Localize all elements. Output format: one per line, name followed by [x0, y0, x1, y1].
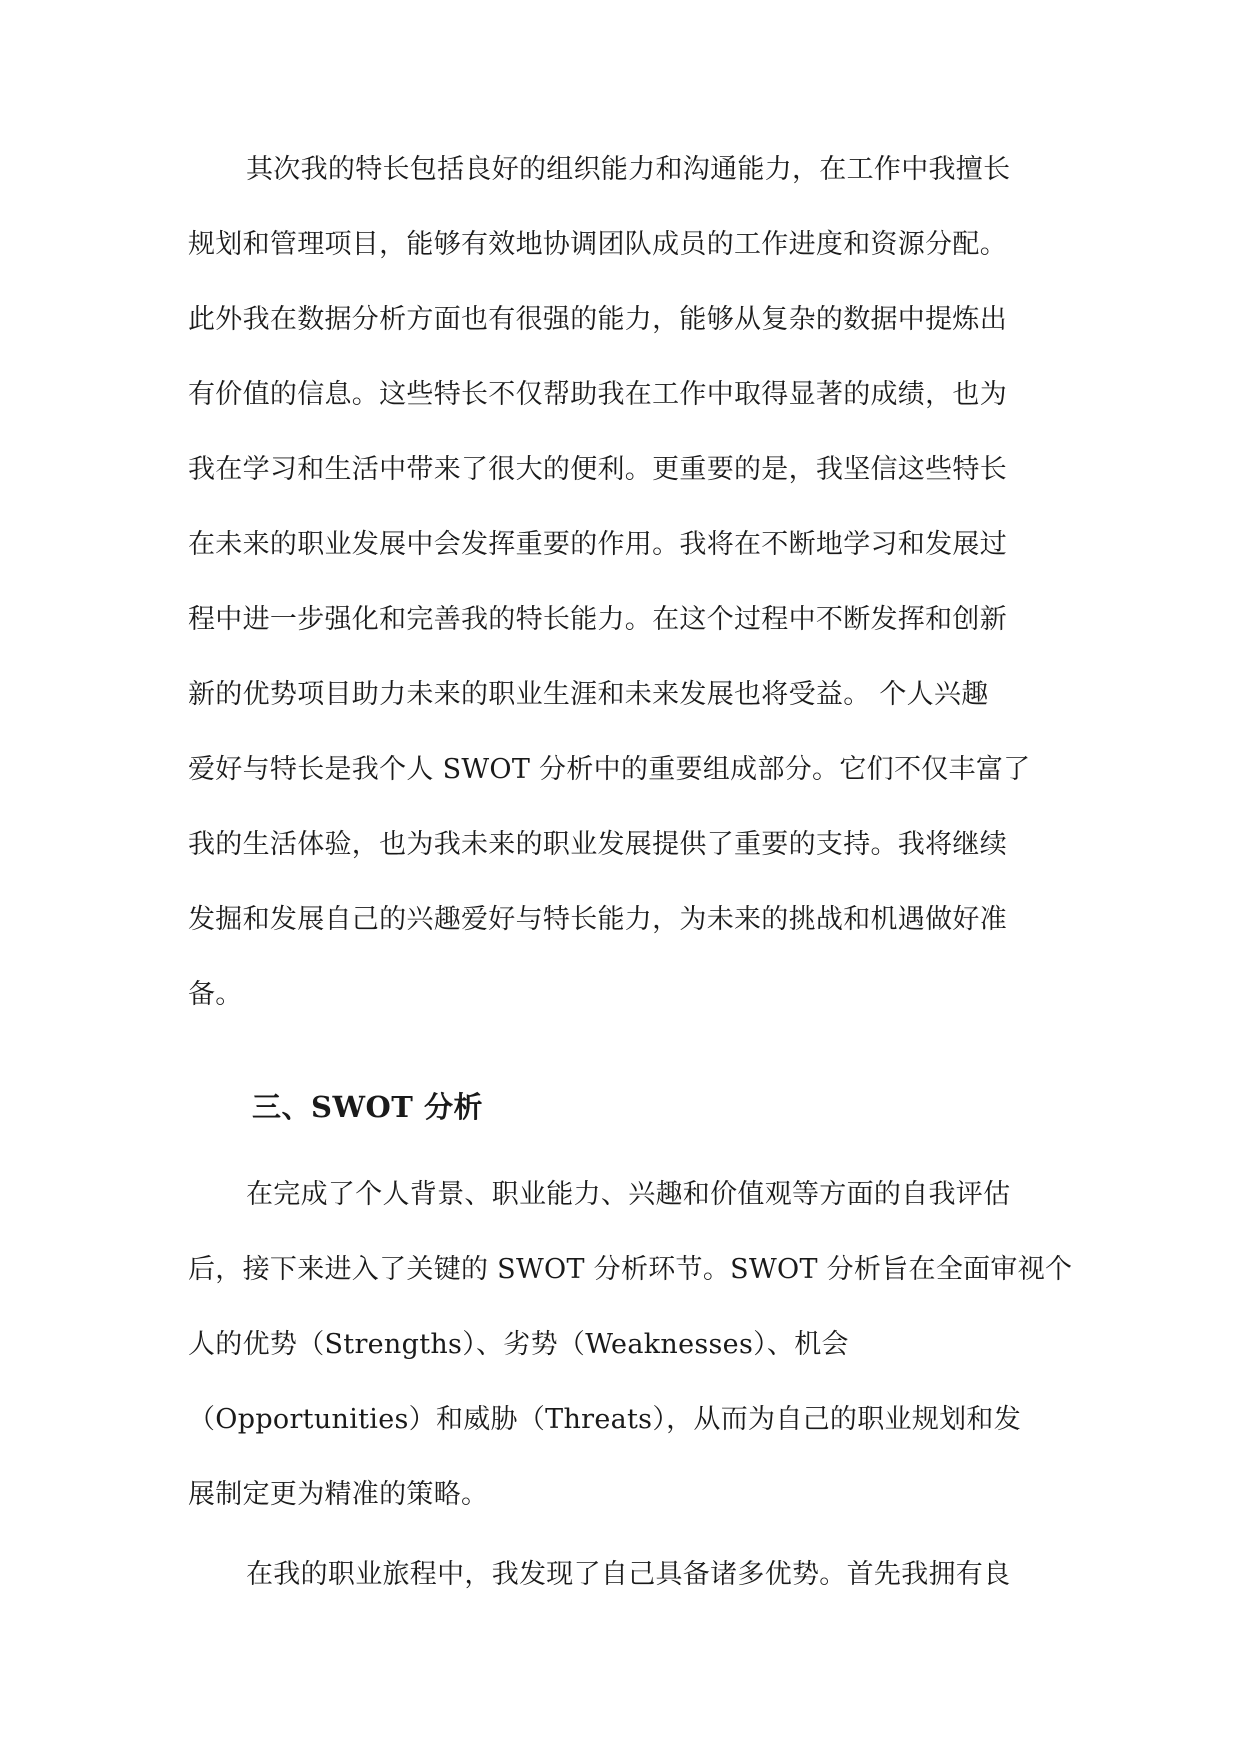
paragraph-line: 程中进一步强化和完善我的特长能力。在这个过程中不断发挥和创新 [188, 604, 1007, 635]
paragraph-line: 爱好与特长是我个人 SWOT 分析中的重要组成部分。它们不仅丰富了 [188, 754, 1031, 785]
paragraph-line: 其次我的特长包括良好的组织能力和沟通能力，在工作中我擅长 [246, 154, 1011, 185]
paragraph-line: 我在学习和生活中带来了很大的便利。更重要的是，我坚信这些特长 [188, 454, 1007, 485]
paragraph-line: 发掘和发展自己的兴趣爱好与特长能力，为未来的挑战和机遇做好准 [188, 904, 1007, 935]
paragraph-line: 新的优势项目助力未来的职业生涯和未来发展也将受益。 个人兴趣 [188, 679, 989, 710]
section-heading: 三、SWOT 分析 [252, 1090, 483, 1124]
paragraph-line: 展制定更为精准的策略。 [188, 1479, 489, 1510]
paragraph-line: （Opportunities）和威胁（Threats），从而为自己的职业规划和发 [188, 1404, 1022, 1435]
paragraph-line: 此外我在数据分析方面也有很强的能力，能够从复杂的数据中提炼出 [188, 304, 1007, 335]
paragraph-line: 备。 [188, 979, 243, 1010]
paragraph-line: 规划和管理项目，能够有效地协调团队成员的工作进度和资源分配。 [188, 229, 1007, 260]
paragraph-line: 在完成了个人背景、职业能力、兴趣和价值观等方面的自我评估 [246, 1179, 1011, 1210]
paragraph-line: 有价值的信息。这些特长不仅帮助我在工作中取得显著的成绩，也为 [188, 379, 1007, 410]
paragraph-line: 我的生活体验，也为我未来的职业发展提供了重要的支持。我将继续 [188, 829, 1007, 860]
paragraph-line: 后，接下来进入了关键的 SWOT 分析环节。SWOT 分析旨在全面审视个 [188, 1254, 1073, 1285]
paragraph-line: 人的优势（Strengths）、劣势（Weaknesses）、机会 [188, 1329, 849, 1360]
paragraph-line: 在未来的职业发展中会发挥重要的作用。我将在不断地学习和发展过 [188, 529, 1007, 560]
paragraph-line: 在我的职业旅程中，我发现了自己具备诸多优势。首先我拥有良 [246, 1559, 1011, 1590]
